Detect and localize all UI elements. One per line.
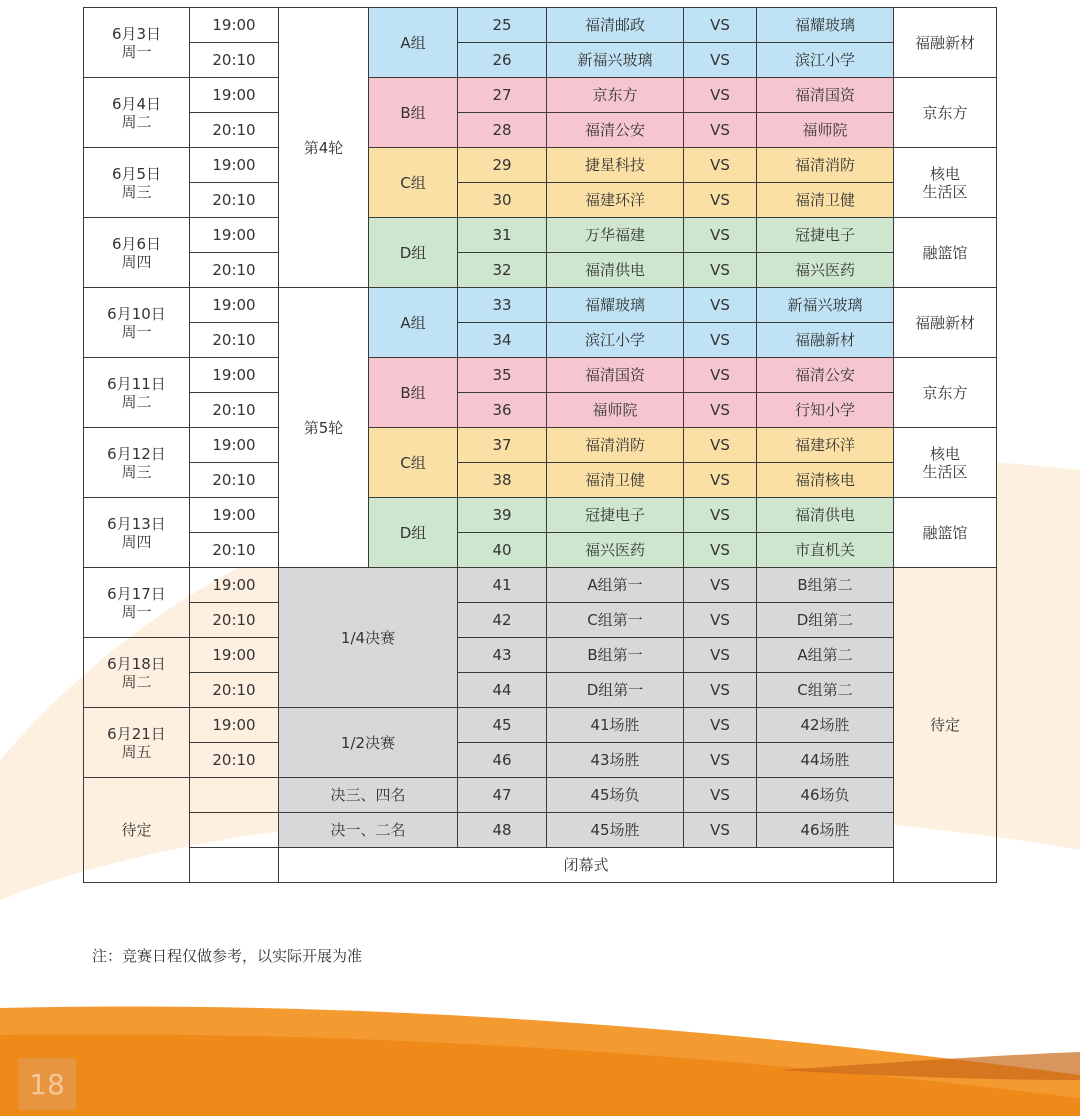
vs-label: VS	[684, 323, 757, 358]
match-no: 36	[458, 393, 547, 428]
match-no: 48	[458, 813, 547, 848]
footnote: 注：竞赛日程仅做参考，以实际开展为准	[92, 947, 363, 965]
table-row	[84, 778, 997, 813]
match-no: 25	[458, 8, 547, 43]
group-cell: B组	[369, 78, 458, 148]
home-team: 福建环洋	[547, 183, 684, 218]
group-cell: A组	[369, 288, 458, 358]
home-team: 滨江小学	[547, 323, 684, 358]
time-cell: 20:10	[190, 743, 279, 778]
vs-label: VS	[684, 358, 757, 393]
vs-label: VS	[684, 463, 757, 498]
venue-cell: 福融新材	[894, 288, 997, 358]
match-no: 35	[458, 358, 547, 393]
home-team: 福师院	[547, 393, 684, 428]
venue-cell: 融篮馆	[894, 218, 997, 288]
group-cell: C组	[369, 148, 458, 218]
home-team: 福清邮政	[547, 8, 684, 43]
vs-label: VS	[684, 603, 757, 638]
table-row	[84, 288, 997, 323]
away-team: 福清卫健	[757, 183, 894, 218]
away-team: 46场负	[757, 778, 894, 813]
date-cell: 6月21日 周五	[84, 708, 190, 778]
stage-cell: 1/4决赛	[279, 568, 458, 708]
venue-cell: 京东方	[894, 358, 997, 428]
date-cell: 6月18日 周二	[84, 638, 190, 708]
away-team: 42场胜	[757, 708, 894, 743]
stage-cell: 决一、二名	[279, 813, 458, 848]
schedule-table	[83, 7, 997, 883]
vs-label: VS	[684, 148, 757, 183]
time-cell: 20:10	[190, 323, 279, 358]
home-team: 41场胜	[547, 708, 684, 743]
vs-label: VS	[684, 253, 757, 288]
match-no: 29	[458, 148, 547, 183]
table-row	[84, 393, 997, 428]
home-team: 福清供电	[547, 253, 684, 288]
away-team: 福清消防	[757, 148, 894, 183]
vs-label: VS	[684, 183, 757, 218]
match-no: 32	[458, 253, 547, 288]
away-team: 46场胜	[757, 813, 894, 848]
time-cell: 20:10	[190, 183, 279, 218]
away-team: 行知小学	[757, 393, 894, 428]
away-team: 44场胜	[757, 743, 894, 778]
date-cell: 6月3日 周一	[84, 8, 190, 78]
venue-cell: 核电 生活区	[894, 148, 997, 218]
time-cell: 19:00	[190, 8, 279, 43]
vs-label: VS	[684, 673, 757, 708]
time-cell: 19:00	[190, 78, 279, 113]
venue-cell: 京东方	[894, 78, 997, 148]
match-no: 27	[458, 78, 547, 113]
date-cell: 6月17日 周一	[84, 568, 190, 638]
away-team: 福清公安	[757, 358, 894, 393]
home-team: 冠捷电子	[547, 498, 684, 533]
vs-label: VS	[684, 78, 757, 113]
vs-label: VS	[684, 533, 757, 568]
vs-label: VS	[684, 743, 757, 778]
match-no: 44	[458, 673, 547, 708]
time-cell: 19:00	[190, 568, 279, 603]
time-cell: 19:00	[190, 498, 279, 533]
table-row	[84, 463, 997, 498]
match-no: 26	[458, 43, 547, 78]
match-no: 47	[458, 778, 547, 813]
date-cell: 6月13日 周四	[84, 498, 190, 568]
round-cell: 第4轮	[279, 8, 369, 288]
home-team: 捷星科技	[547, 148, 684, 183]
table-row	[84, 78, 997, 113]
date-cell: 6月5日 周三	[84, 148, 190, 218]
table-row	[84, 43, 997, 78]
away-team: 福耀玻璃	[757, 8, 894, 43]
away-team: 福清核电	[757, 463, 894, 498]
time-cell: 19:00	[190, 218, 279, 253]
time-cell: 19:00	[190, 148, 279, 183]
home-team: 福清卫健	[547, 463, 684, 498]
table-row	[84, 673, 997, 708]
group-cell: A组	[369, 8, 458, 78]
time-cell: 20:10	[190, 393, 279, 428]
table-row	[84, 323, 997, 358]
away-team: 福建环洋	[757, 428, 894, 463]
match-no: 39	[458, 498, 547, 533]
home-team: 京东方	[547, 78, 684, 113]
table-row	[84, 358, 997, 393]
date-cell: 6月6日 周四	[84, 218, 190, 288]
home-team: 45场负	[547, 778, 684, 813]
away-team: 福清国资	[757, 78, 894, 113]
stage-cell: 1/2决赛	[279, 708, 458, 778]
match-no: 30	[458, 183, 547, 218]
away-team: A组第二	[757, 638, 894, 673]
round-cell: 第5轮	[279, 288, 369, 568]
date-cell: 待定	[84, 778, 190, 883]
time-cell	[190, 778, 279, 813]
away-team: 市直机关	[757, 533, 894, 568]
home-team: 福兴医药	[547, 533, 684, 568]
closing-ceremony-cell: 闭幕式	[279, 848, 894, 883]
group-cell: D组	[369, 218, 458, 288]
table-row	[84, 708, 997, 743]
table-row	[84, 498, 997, 533]
away-team: C组第二	[757, 673, 894, 708]
home-team: 福清公安	[547, 113, 684, 148]
stage-cell: 决三、四名	[279, 778, 458, 813]
away-team: 福清供电	[757, 498, 894, 533]
venue-cell: 待定	[894, 568, 997, 883]
table-row	[84, 848, 997, 883]
time-cell: 19:00	[190, 358, 279, 393]
home-team: D组第一	[547, 673, 684, 708]
date-cell: 6月10日 周一	[84, 288, 190, 358]
time-cell	[190, 848, 279, 883]
time-cell	[190, 813, 279, 848]
time-cell: 19:00	[190, 708, 279, 743]
venue-cell: 核电 生活区	[894, 428, 997, 498]
match-no: 46	[458, 743, 547, 778]
match-no: 45	[458, 708, 547, 743]
home-team: 新福兴玻璃	[547, 43, 684, 78]
match-no: 34	[458, 323, 547, 358]
home-team: A组第一	[547, 568, 684, 603]
away-team: 福兴医药	[757, 253, 894, 288]
table-row	[84, 638, 997, 673]
time-cell: 19:00	[190, 638, 279, 673]
time-cell: 19:00	[190, 288, 279, 323]
table-row	[84, 148, 997, 183]
date-cell: 6月4日 周二	[84, 78, 190, 148]
table-row	[84, 743, 997, 778]
time-cell: 20:10	[190, 43, 279, 78]
vs-label: VS	[684, 113, 757, 148]
vs-label: VS	[684, 708, 757, 743]
home-team: C组第一	[547, 603, 684, 638]
vs-label: VS	[684, 288, 757, 323]
match-no: 28	[458, 113, 547, 148]
vs-label: VS	[684, 568, 757, 603]
home-team: 万华福建	[547, 218, 684, 253]
date-cell: 6月11日 周二	[84, 358, 190, 428]
table-row	[84, 8, 997, 43]
table-row	[84, 813, 997, 848]
time-cell: 20:10	[190, 533, 279, 568]
table-row	[84, 183, 997, 218]
venue-cell: 福融新材	[894, 8, 997, 78]
table-row	[84, 113, 997, 148]
vs-label: VS	[684, 638, 757, 673]
home-team: 43场胜	[547, 743, 684, 778]
home-team: B组第一	[547, 638, 684, 673]
match-no: 40	[458, 533, 547, 568]
group-cell: C组	[369, 428, 458, 498]
away-team: 福融新材	[757, 323, 894, 358]
vs-label: VS	[684, 428, 757, 463]
home-team: 45场胜	[547, 813, 684, 848]
away-team: 冠捷电子	[757, 218, 894, 253]
match-no: 41	[458, 568, 547, 603]
page-number: 18	[18, 1058, 76, 1110]
match-no: 33	[458, 288, 547, 323]
match-no: 37	[458, 428, 547, 463]
venue-cell: 融篮馆	[894, 498, 997, 568]
time-cell: 20:10	[190, 253, 279, 288]
time-cell: 20:10	[190, 463, 279, 498]
date-cell: 6月12日 周三	[84, 428, 190, 498]
vs-label: VS	[684, 498, 757, 533]
table-row	[84, 253, 997, 288]
vs-label: VS	[684, 8, 757, 43]
group-cell: D组	[369, 498, 458, 568]
vs-label: VS	[684, 813, 757, 848]
time-cell: 20:10	[190, 603, 279, 638]
away-team: D组第二	[757, 603, 894, 638]
table-row	[84, 533, 997, 568]
away-team: 滨江小学	[757, 43, 894, 78]
vs-label: VS	[684, 393, 757, 428]
time-cell: 20:10	[190, 673, 279, 708]
match-no: 43	[458, 638, 547, 673]
match-no: 38	[458, 463, 547, 498]
home-team: 福耀玻璃	[547, 288, 684, 323]
table-row	[84, 603, 997, 638]
away-team: B组第二	[757, 568, 894, 603]
vs-label: VS	[684, 218, 757, 253]
table-row	[84, 218, 997, 253]
away-team: 新福兴玻璃	[757, 288, 894, 323]
home-team: 福清国资	[547, 358, 684, 393]
time-cell: 19:00	[190, 428, 279, 463]
home-team: 福清消防	[547, 428, 684, 463]
time-cell: 20:10	[190, 113, 279, 148]
match-no: 42	[458, 603, 547, 638]
vs-label: VS	[684, 43, 757, 78]
match-no: 31	[458, 218, 547, 253]
table-row	[84, 568, 997, 603]
vs-label: VS	[684, 778, 757, 813]
table-row	[84, 428, 997, 463]
away-team: 福师院	[757, 113, 894, 148]
group-cell: B组	[369, 358, 458, 428]
